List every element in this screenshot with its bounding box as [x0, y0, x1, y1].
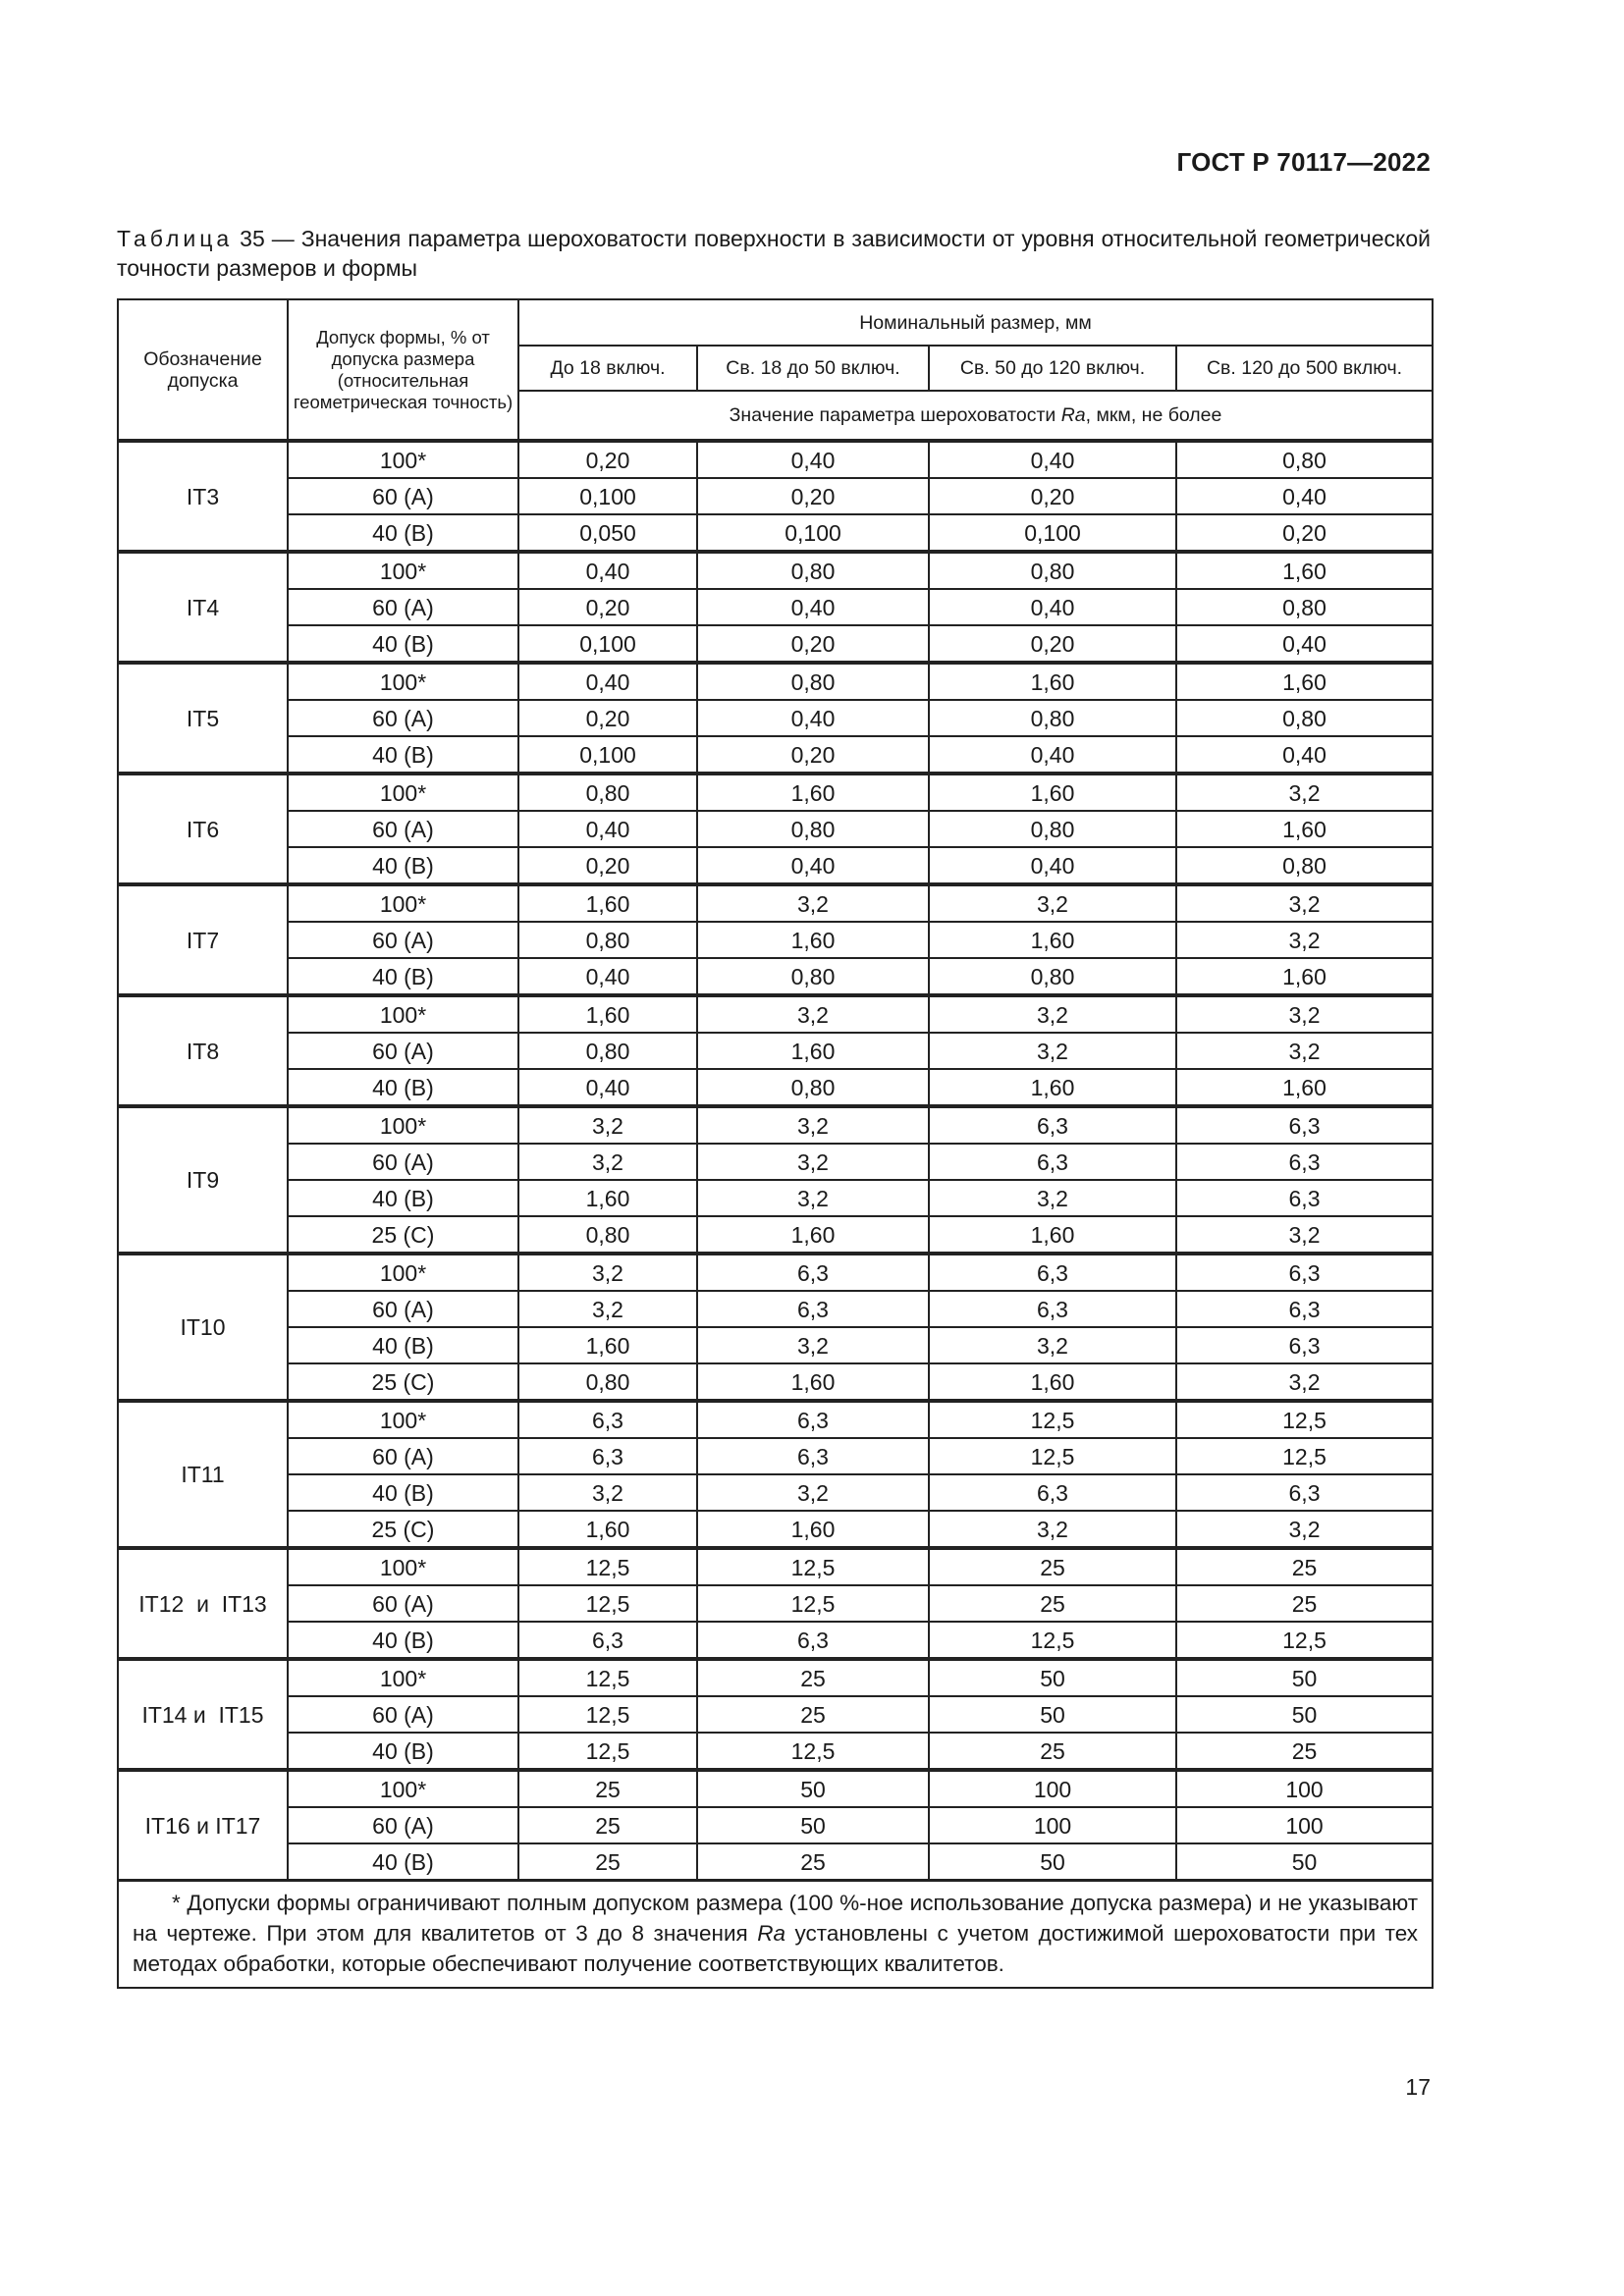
ra-value-cell: 12,5	[697, 1585, 929, 1622]
ra-value-cell: 1,60	[518, 995, 697, 1033]
ra-value-cell: 0,40	[929, 441, 1176, 478]
ra-value-cell: 25	[929, 1585, 1176, 1622]
ra-value-cell: 0,20	[929, 478, 1176, 514]
ra-value-cell: 12,5	[518, 1733, 697, 1770]
ra-value-cell: 0,20	[697, 478, 929, 514]
table-row	[118, 847, 1433, 884]
tolerance-designation: IT3	[118, 441, 288, 552]
ra-value-cell: 6,3	[697, 1622, 929, 1659]
ra-value-cell: 3,2	[929, 1033, 1176, 1069]
table-row	[118, 736, 1433, 774]
tolerance-designation: IT12 и IT13	[118, 1548, 288, 1659]
ra-value-cell: 0,40	[929, 847, 1176, 884]
ra-value-cell: 1,60	[697, 1216, 929, 1254]
ra-value-cell: 0,80	[697, 663, 929, 700]
ra-value-cell: 25	[518, 1807, 697, 1843]
ra-value-cell: 3,2	[1176, 1363, 1433, 1401]
form-tolerance-level: 40 (B)	[288, 514, 518, 552]
ra-value-cell: 100	[929, 1807, 1176, 1843]
ra-value-cell: 0,050	[518, 514, 697, 552]
ra-value-cell: 12,5	[1176, 1622, 1433, 1659]
form-tolerance-level: 100*	[288, 774, 518, 811]
ra-value-cell: 1,60	[518, 884, 697, 922]
form-tolerance-level: 60 (A)	[288, 922, 518, 958]
ra-value-cell: 0,80	[1176, 589, 1433, 625]
tolerance-designation: IT6	[118, 774, 288, 884]
ra-value-cell: 12,5	[697, 1548, 929, 1585]
table-row	[118, 514, 1433, 552]
ra-value-cell: 12,5	[929, 1401, 1176, 1438]
table-row	[118, 1548, 1433, 1585]
ra-value-cell: 12,5	[1176, 1401, 1433, 1438]
ra-value-cell: 100	[929, 1770, 1176, 1807]
ra-value-cell: 1,60	[929, 1363, 1176, 1401]
header-designation: Обозначение допуска	[118, 299, 288, 441]
ra-value-cell: 3,2	[1176, 922, 1433, 958]
ra-value-cell: 25	[929, 1548, 1176, 1585]
ra-value-cell: 12,5	[518, 1585, 697, 1622]
ra-value-cell: 6,3	[697, 1291, 929, 1327]
footnote-part-2: установлены с учетом достижимой шероховатости при тех методах обработки, которые обеспечивают получение соответствующих квалитетов.	[133, 1921, 1419, 1976]
ra-value-cell: 0,80	[1176, 700, 1433, 736]
ra-value-cell: 12,5	[697, 1733, 929, 1770]
form-tolerance-level: 100*	[288, 884, 518, 922]
header-size-range: Св. 50 до 120 включ.	[929, 346, 1176, 391]
ra-value-cell: 12,5	[929, 1622, 1176, 1659]
ra-value-cell: 50	[697, 1770, 929, 1807]
ra-value-cell: 0,80	[518, 1363, 697, 1401]
ra-value-cell: 1,60	[1176, 811, 1433, 847]
ra-value-cell: 3,2	[697, 884, 929, 922]
tolerance-designation: IT11	[118, 1401, 288, 1548]
tolerance-designation: IT7	[118, 884, 288, 995]
ra-value-cell: 3,2	[929, 884, 1176, 922]
ra-value-cell: 12,5	[1176, 1438, 1433, 1474]
ra-value-cell: 3,2	[518, 1254, 697, 1291]
table-row	[118, 1770, 1433, 1807]
ra-value-cell: 0,100	[518, 736, 697, 774]
form-tolerance-level: 60 (A)	[288, 700, 518, 736]
roughness-table	[117, 298, 1434, 1989]
tolerance-designation: IT9	[118, 1106, 288, 1254]
form-tolerance-level: 100*	[288, 995, 518, 1033]
form-tolerance-level: 40 (B)	[288, 1069, 518, 1106]
ra-value-cell: 3,2	[929, 995, 1176, 1033]
ra-value-cell: 6,3	[697, 1401, 929, 1438]
ra-value-cell: 3,2	[697, 1327, 929, 1363]
ra-value-cell: 0,80	[518, 1216, 697, 1254]
ra-value-cell: 6,3	[929, 1106, 1176, 1144]
table-row	[118, 774, 1433, 811]
tolerance-designation: IT5	[118, 663, 288, 774]
table-row	[118, 1511, 1433, 1548]
footnote-part-1: * Допуски формы ограничивают полным допуском размера (100 %-ное использование допуска размера) и не указывают на чертеже. При этом для квалитетов от 3 до 8 значения	[133, 1891, 1419, 1946]
ra-value-cell: 6,3	[1176, 1474, 1433, 1511]
table-footnote	[118, 1881, 1433, 1989]
roughness-table-body	[118, 299, 1433, 1988]
ra-value-cell: 6,3	[518, 1438, 697, 1474]
form-tolerance-level: 25 (C)	[288, 1511, 518, 1548]
ra-value-cell: 3,2	[1176, 884, 1433, 922]
ra-value-cell: 1,60	[697, 922, 929, 958]
ra-value-cell: 50	[1176, 1659, 1433, 1696]
ra-value-cell: 25	[929, 1733, 1176, 1770]
ra-value-cell: 0,80	[518, 922, 697, 958]
ra-value-cell: 1,60	[697, 1363, 929, 1401]
form-tolerance-level: 40 (B)	[288, 736, 518, 774]
ra-value-cell: 0,80	[518, 774, 697, 811]
ra-value-cell: 25	[697, 1659, 929, 1696]
table-row	[118, 1291, 1433, 1327]
form-tolerance-level: 100*	[288, 1548, 518, 1585]
ra-symbol: Ra	[1060, 404, 1086, 426]
ra-value-cell: 3,2	[518, 1474, 697, 1511]
ra-value-cell: 1,60	[929, 663, 1176, 700]
ra-value-cell: 6,3	[518, 1401, 697, 1438]
table-row	[118, 1254, 1433, 1291]
header-ra-value	[518, 391, 1433, 441]
ra-value-cell: 6,3	[1176, 1144, 1433, 1180]
table-row	[118, 1585, 1433, 1622]
ra-value-cell: 3,2	[697, 1180, 929, 1216]
ra-value-cell: 0,40	[1176, 478, 1433, 514]
table-row	[118, 995, 1433, 1033]
ra-value-cell: 0,40	[1176, 736, 1433, 774]
ra-value-cell: 12,5	[518, 1548, 697, 1585]
ra-value-cell: 0,80	[1176, 847, 1433, 884]
ra-value-cell: 6,3	[1176, 1180, 1433, 1216]
ra-value-cell: 0,80	[929, 958, 1176, 995]
table-row	[118, 884, 1433, 922]
ra-value-cell: 0,80	[518, 1033, 697, 1069]
header-size-range: Св. 18 до 50 включ.	[697, 346, 929, 391]
ra-value-cell: 3,2	[1176, 1511, 1433, 1548]
ra-value-cell: 0,80	[929, 811, 1176, 847]
ra-value-cell: 6,3	[697, 1254, 929, 1291]
form-tolerance-level: 100*	[288, 1770, 518, 1807]
table-row	[118, 1807, 1433, 1843]
ra-value-cell: 0,40	[518, 958, 697, 995]
ra-value-cell: 25	[1176, 1733, 1433, 1770]
ra-value-cell: 1,60	[518, 1327, 697, 1363]
form-tolerance-level: 40 (B)	[288, 1474, 518, 1511]
table-row	[118, 663, 1433, 700]
footnote-ra-symbol: Ra	[757, 1921, 785, 1946]
table-row	[118, 700, 1433, 736]
form-tolerance-level: 100*	[288, 1106, 518, 1144]
ra-value-cell: 0,20	[1176, 514, 1433, 552]
form-tolerance-level: 60 (A)	[288, 589, 518, 625]
ra-value-cell: 0,20	[697, 736, 929, 774]
form-tolerance-level: 60 (A)	[288, 1696, 518, 1733]
form-tolerance-level: 25 (C)	[288, 1216, 518, 1254]
form-tolerance-level: 100*	[288, 1254, 518, 1291]
table-row	[118, 589, 1433, 625]
ra-value-cell: 1,60	[1176, 958, 1433, 995]
table-row	[118, 1438, 1433, 1474]
ra-value-cell: 0,80	[697, 811, 929, 847]
header-size-range: До 18 включ.	[518, 346, 697, 391]
form-tolerance-level: 60 (A)	[288, 1291, 518, 1327]
tolerance-designation: IT8	[118, 995, 288, 1106]
table-row	[118, 1696, 1433, 1733]
ra-value-cell: 3,2	[697, 1106, 929, 1144]
form-tolerance-level: 25 (C)	[288, 1363, 518, 1401]
ra-value-cell: 3,2	[697, 1474, 929, 1511]
table-row	[118, 1659, 1433, 1696]
header-row-1	[118, 299, 1433, 346]
table-row	[118, 811, 1433, 847]
ra-value-cell: 50	[929, 1659, 1176, 1696]
ra-value-cell: 100	[1176, 1770, 1433, 1807]
ra-value-cell: 0,40	[929, 589, 1176, 625]
table-row	[118, 922, 1433, 958]
ra-value-cell: 0,40	[518, 811, 697, 847]
ra-value-cell: 0,40	[518, 663, 697, 700]
ra-value-cell: 3,2	[518, 1144, 697, 1180]
form-tolerance-level: 60 (A)	[288, 1585, 518, 1622]
form-tolerance-level: 60 (A)	[288, 1144, 518, 1180]
form-tolerance-level: 100*	[288, 1659, 518, 1696]
ra-value-cell: 25	[1176, 1548, 1433, 1585]
ra-value-cell: 3,2	[1176, 1033, 1433, 1069]
table-row	[118, 958, 1433, 995]
ra-value-cell: 12,5	[518, 1659, 697, 1696]
ra-value-cell: 100	[1176, 1807, 1433, 1843]
ra-value-cell: 0,40	[697, 700, 929, 736]
form-tolerance-level: 100*	[288, 663, 518, 700]
form-tolerance-level: 40 (B)	[288, 958, 518, 995]
table-row	[118, 1327, 1433, 1363]
ra-value-cell: 0,20	[697, 625, 929, 663]
form-tolerance-level: 40 (B)	[288, 1180, 518, 1216]
form-tolerance-level: 40 (B)	[288, 847, 518, 884]
ra-value-cell: 3,2	[697, 1144, 929, 1180]
ra-value-cell: 12,5	[518, 1696, 697, 1733]
form-tolerance-level: 60 (A)	[288, 1033, 518, 1069]
form-tolerance-level: 40 (B)	[288, 1327, 518, 1363]
ra-value-cell: 6,3	[929, 1144, 1176, 1180]
form-tolerance-level: 40 (B)	[288, 1843, 518, 1881]
footnote-row	[118, 1881, 1433, 1989]
ra-value-cell: 0,100	[697, 514, 929, 552]
ra-value-cell: 1,60	[1176, 663, 1433, 700]
form-tolerance-level: 60 (A)	[288, 478, 518, 514]
ra-value-cell: 0,80	[929, 700, 1176, 736]
document-code: ГОСТ Р 70117—2022	[1176, 147, 1431, 177]
ra-value-cell: 3,2	[518, 1106, 697, 1144]
tolerance-designation: IT10	[118, 1254, 288, 1401]
ra-value-cell: 1,60	[1176, 1069, 1433, 1106]
ra-value-cell: 0,80	[697, 1069, 929, 1106]
table-row	[118, 1843, 1433, 1881]
ra-value-cell: 0,40	[518, 1069, 697, 1106]
ra-suffix: , мкм, не более	[1085, 404, 1222, 426]
ra-value-cell: 1,60	[518, 1511, 697, 1548]
form-tolerance-level: 40 (B)	[288, 625, 518, 663]
ra-value-cell: 0,80	[697, 958, 929, 995]
form-tolerance-level: 40 (B)	[288, 1733, 518, 1770]
ra-value-cell: 3,2	[1176, 1216, 1433, 1254]
ra-value-cell: 50	[929, 1843, 1176, 1881]
ra-value-cell: 25	[697, 1843, 929, 1881]
table-row	[118, 478, 1433, 514]
ra-value-cell: 1,60	[929, 1216, 1176, 1254]
form-tolerance-level: 40 (B)	[288, 1622, 518, 1659]
ra-value-cell: 0,20	[518, 700, 697, 736]
ra-value-cell: 0,40	[697, 441, 929, 478]
ra-value-cell: 1,60	[929, 1069, 1176, 1106]
ra-value-cell: 25	[518, 1770, 697, 1807]
table-row	[118, 625, 1433, 663]
ra-value-cell: 0,40	[1176, 625, 1433, 663]
ra-value-cell: 25	[1176, 1585, 1433, 1622]
ra-value-cell: 6,3	[929, 1291, 1176, 1327]
ra-value-cell: 50	[1176, 1843, 1433, 1881]
header-size-range: Св. 120 до 500 включ.	[1176, 346, 1433, 391]
table-caption	[117, 224, 1431, 283]
ra-value-cell: 1,60	[929, 922, 1176, 958]
form-tolerance-level: 100*	[288, 441, 518, 478]
form-tolerance-level: 100*	[288, 1401, 518, 1438]
ra-value-cell: 0,100	[518, 478, 697, 514]
ra-value-cell: 0,100	[518, 625, 697, 663]
ra-prefix: Значение параметра шероховатости	[729, 404, 1061, 426]
ra-value-cell: 50	[697, 1807, 929, 1843]
ra-value-cell: 0,100	[929, 514, 1176, 552]
table-caption-prefix: Таблица	[117, 226, 234, 251]
table-row	[118, 1474, 1433, 1511]
ra-value-cell: 0,40	[697, 847, 929, 884]
ra-value-cell: 0,20	[518, 847, 697, 884]
ra-value-cell: 3,2	[929, 1511, 1176, 1548]
tolerance-designation: IT16 и IT17	[118, 1770, 288, 1881]
table-row	[118, 1069, 1433, 1106]
ra-value-cell: 3,2	[1176, 774, 1433, 811]
ra-value-cell: 0,80	[929, 552, 1176, 589]
ra-value-cell: 0,40	[929, 736, 1176, 774]
ra-value-cell: 0,40	[697, 589, 929, 625]
table-row	[118, 441, 1433, 478]
header-form-tolerance: Допуск формы, % от допуска размера (относительная геометрическая точность)	[288, 299, 518, 441]
ra-value-cell: 25	[518, 1843, 697, 1881]
ra-value-cell: 12,5	[929, 1438, 1176, 1474]
ra-value-cell: 6,3	[1176, 1254, 1433, 1291]
ra-value-cell: 3,2	[697, 995, 929, 1033]
form-tolerance-level: 60 (A)	[288, 811, 518, 847]
ra-value-cell: 3,2	[929, 1327, 1176, 1363]
ra-value-cell: 0,80	[697, 552, 929, 589]
table-row	[118, 1033, 1433, 1069]
ra-value-cell: 0,40	[518, 552, 697, 589]
ra-value-cell: 6,3	[697, 1438, 929, 1474]
ra-value-cell: 0,20	[518, 441, 697, 478]
ra-value-cell: 1,60	[697, 1033, 929, 1069]
table-row	[118, 1180, 1433, 1216]
ra-value-cell: 0,20	[518, 589, 697, 625]
ra-value-cell: 6,3	[929, 1254, 1176, 1291]
table-row	[118, 1106, 1433, 1144]
ra-value-cell: 1,60	[1176, 552, 1433, 589]
ra-value-cell: 0,20	[929, 625, 1176, 663]
form-tolerance-level: 60 (A)	[288, 1807, 518, 1843]
ra-value-cell: 6,3	[518, 1622, 697, 1659]
ra-value-cell: 3,2	[929, 1180, 1176, 1216]
ra-value-cell: 1,60	[697, 1511, 929, 1548]
ra-value-cell: 25	[697, 1696, 929, 1733]
ra-value-cell: 1,60	[697, 774, 929, 811]
ra-value-cell: 0,80	[1176, 441, 1433, 478]
ra-value-cell: 6,3	[929, 1474, 1176, 1511]
ra-value-cell: 50	[929, 1696, 1176, 1733]
ra-value-cell: 50	[1176, 1696, 1433, 1733]
table-row	[118, 1216, 1433, 1254]
table-row	[118, 1401, 1433, 1438]
ra-value-cell: 6,3	[1176, 1291, 1433, 1327]
table-caption-text: 35 — Значения параметра шероховатости поверхности в зависимости от уровня относительной геометрической точности размеров и формы	[117, 226, 1431, 281]
ra-value-cell: 3,2	[1176, 995, 1433, 1033]
table-row	[118, 1363, 1433, 1401]
tolerance-designation: IT4	[118, 552, 288, 663]
tolerance-designation: IT14 и IT15	[118, 1659, 288, 1770]
ra-value-cell: 1,60	[518, 1180, 697, 1216]
ra-value-cell: 1,60	[929, 774, 1176, 811]
header-nominal-size: Номинальный размер, мм	[518, 299, 1433, 346]
table-row	[118, 552, 1433, 589]
table-row	[118, 1622, 1433, 1659]
ra-value-cell: 3,2	[518, 1291, 697, 1327]
table-row	[118, 1733, 1433, 1770]
form-tolerance-level: 100*	[288, 552, 518, 589]
table-row	[118, 1144, 1433, 1180]
ra-value-cell: 6,3	[1176, 1327, 1433, 1363]
form-tolerance-level: 60 (A)	[288, 1438, 518, 1474]
page-number: 17	[1405, 2074, 1431, 2100]
ra-value-cell: 6,3	[1176, 1106, 1433, 1144]
